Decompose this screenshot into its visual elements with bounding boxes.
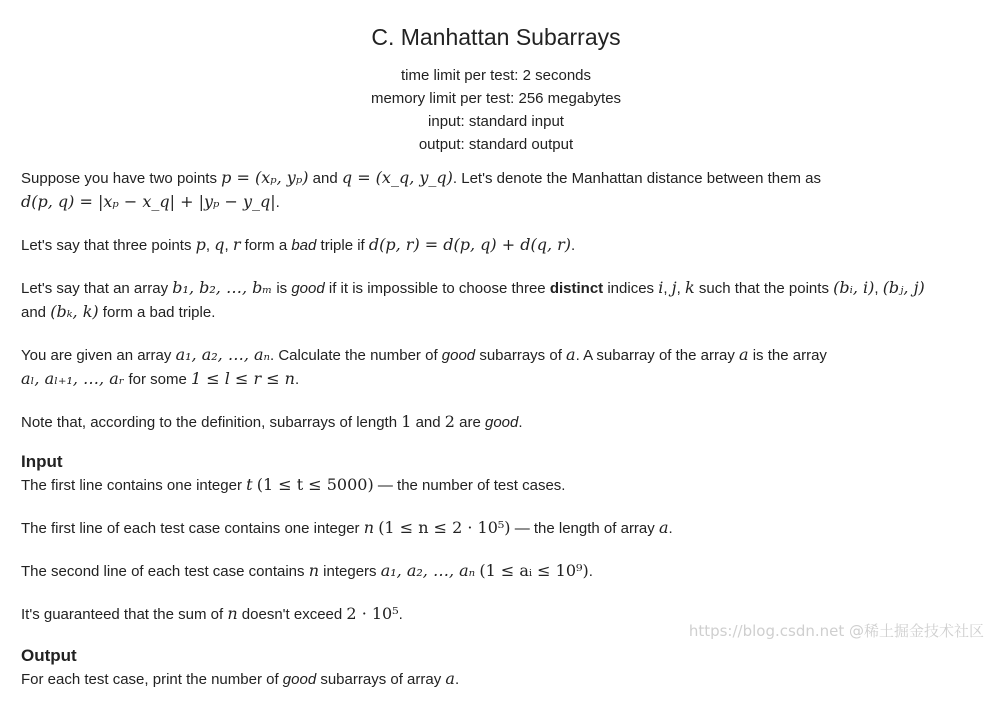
math: n (363, 518, 375, 537)
math: b₁, b₂, …, bₘ (172, 278, 273, 297)
math: (bₖ, k) (50, 302, 99, 321)
text: . (398, 606, 403, 623)
math: a₁, a₂, …, aₙ (175, 345, 271, 364)
statement-paragraph-3 (21, 276, 972, 324)
statement-paragraph-2 (21, 233, 972, 257)
text: The first line of each test case contains one integer (21, 520, 364, 537)
input-line-1 (21, 473, 972, 497)
math: aₗ, aₗ₊₁, …, aᵣ (21, 369, 125, 388)
math: a (566, 345, 576, 364)
text: . (454, 671, 460, 688)
text: form a bad triple. (98, 304, 216, 321)
text: , (874, 280, 883, 297)
text: . (571, 237, 576, 254)
statement-paragraph-4 (21, 343, 972, 391)
math: n (227, 604, 238, 623)
text: integers (319, 563, 381, 580)
problem-title: C. Manhattan Subarrays (371, 24, 621, 50)
text: and (308, 170, 342, 187)
text: , (663, 280, 672, 297)
statement-paragraph-5 (21, 410, 972, 434)
input-line-2 (21, 516, 972, 540)
math: q (214, 235, 225, 254)
text: — the length of array (510, 520, 659, 537)
memory-limit: memory limit per test: 256 megabytes (370, 90, 622, 107)
math: p (195, 235, 206, 254)
text: The first line contains one integer (21, 477, 247, 494)
math: (bⱼ, j) (882, 278, 925, 297)
text: doesn't exceed (237, 606, 347, 623)
math: a₁, a₂, …, aₙ (380, 561, 476, 580)
text: . (588, 563, 593, 580)
text: It's guaranteed that the sum of (21, 606, 228, 623)
text: triple if (316, 237, 369, 254)
math: (1 ≤ n ≤ 2 · 10⁵) (378, 518, 511, 537)
text: such that the points (694, 280, 834, 297)
text: , (676, 280, 685, 297)
math: n (308, 561, 319, 580)
math: p = (xₚ, yₚ) (221, 168, 309, 187)
math: a (445, 669, 455, 688)
emphasis: good (291, 280, 325, 297)
math: q = (x_q, y_q) (341, 168, 453, 187)
emphasis: good (485, 414, 519, 431)
text: . Let's denote the Manhattan distance between them as (452, 170, 821, 187)
math: 2 · 10⁵ (346, 604, 399, 623)
math: r (232, 235, 241, 254)
math: i (658, 278, 664, 297)
text: are (454, 414, 485, 431)
statement-paragraph-1 (21, 166, 972, 214)
text: indices (603, 280, 659, 297)
text: For each test case, print the number of (21, 671, 283, 688)
input-file: input: standard input (428, 113, 564, 130)
text: , (224, 237, 233, 254)
text: for some (124, 371, 191, 388)
time-limit: time limit per test: 2 seconds (400, 67, 592, 84)
text: — the number of test cases. (373, 477, 566, 494)
math: t (246, 475, 253, 494)
text: and (21, 304, 51, 321)
math: k (684, 278, 695, 297)
text: subarrays of array (316, 671, 446, 688)
text: You are given an array (21, 347, 176, 364)
output-line-1 (21, 667, 972, 691)
watermark: https://blog.csdn.net @稀土掘金技术社区 (688, 622, 984, 640)
input-heading: Input (21, 452, 63, 471)
emphasis: bad (291, 237, 317, 254)
text: , (205, 237, 215, 254)
math: a (658, 518, 669, 537)
text: Let's say that an array (21, 280, 173, 297)
emphasis: good (282, 671, 317, 688)
math: (1 ≤ t ≤ 5000) (256, 475, 374, 494)
math: d(p, r) = d(p, q) + d(q, r) (368, 235, 572, 254)
text: is the array (748, 347, 827, 364)
input-line-3 (21, 559, 972, 583)
text: Suppose you have two points (21, 170, 222, 187)
text: Note that, according to the definition, subarrays of length (21, 414, 402, 431)
math: 1 ≤ l ≤ r ≤ n (191, 369, 295, 388)
text: . (668, 520, 673, 537)
math: j (671, 278, 677, 297)
strong-text: distinct (549, 280, 604, 297)
problem-header (0, 0, 992, 156)
math: (bᵢ, i) (833, 278, 875, 297)
text: . (518, 414, 523, 431)
text: and (411, 414, 445, 431)
output-heading: Output (21, 646, 77, 665)
emphasis: good (441, 347, 476, 364)
text: subarrays of (475, 347, 567, 364)
text: form a (240, 237, 292, 254)
math: d(p, q) = |xₚ − x_q| + |yₚ − y_q| (21, 192, 276, 211)
math: (1 ≤ aᵢ ≤ 10⁹) (479, 561, 589, 580)
math: 1 (401, 412, 412, 431)
math: a (739, 345, 749, 364)
text: Let's say that three points (21, 237, 196, 254)
text: . (275, 194, 280, 211)
text: if it is impossible to choose three (324, 280, 550, 297)
math: 2 (444, 412, 455, 431)
text: . A subarray of the array (575, 347, 739, 364)
output-file: output: standard output (418, 136, 574, 153)
text: is (272, 280, 292, 297)
text: . (294, 371, 300, 388)
text: The second line of each test case contains (21, 563, 309, 580)
text: . Calculate the number of (270, 347, 442, 364)
